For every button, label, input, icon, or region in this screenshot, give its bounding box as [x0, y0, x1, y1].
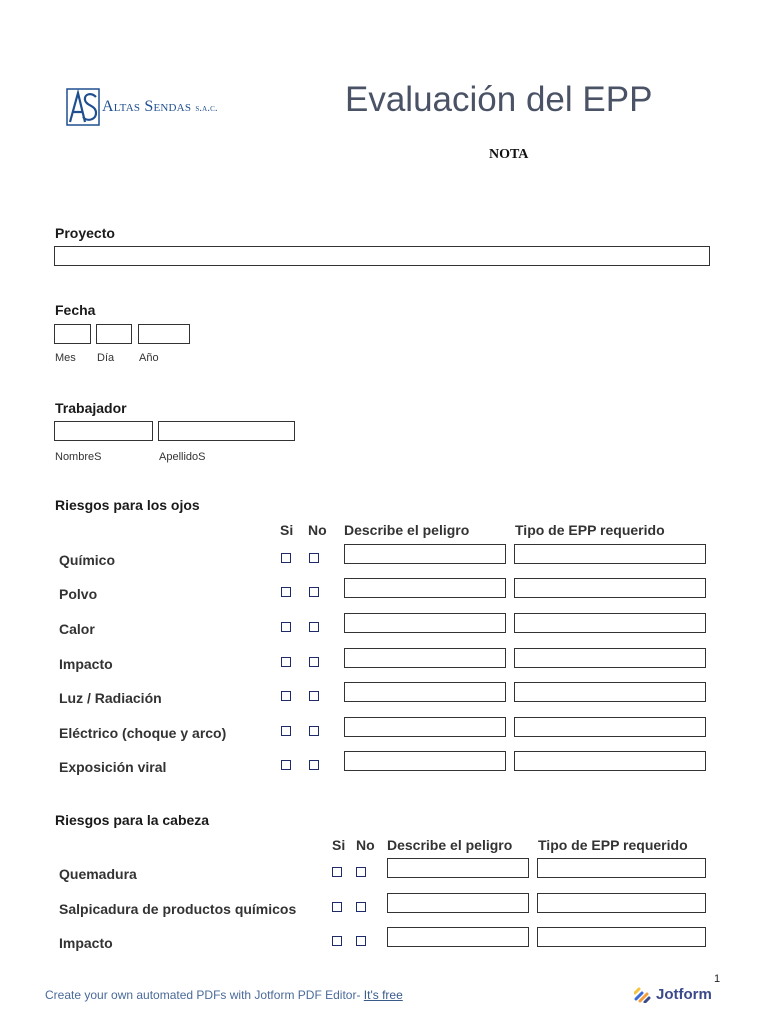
cabeza-col-no: No [356, 837, 375, 853]
describe-peligro-input[interactable] [387, 893, 529, 913]
si-checkbox[interactable] [332, 902, 342, 912]
company-name [102, 98, 218, 116]
cabeza-col-si: Si [332, 837, 346, 853]
jotform-brand[interactable] [634, 986, 724, 1004]
si-checkbox[interactable] [281, 760, 291, 770]
cabeza-col-describe: Describe el peligro [387, 837, 513, 853]
company-name-text: Altas Sendas [102, 98, 192, 115]
row-label: Eléctrico (choque y arco) [59, 725, 227, 741]
row-label: Quemadura [59, 866, 137, 882]
describe-peligro-input[interactable] [344, 682, 506, 702]
tipo-epp-input[interactable] [537, 858, 706, 878]
fecha-dia-sublabel: Día [97, 352, 115, 364]
page-title: Evaluación del EPP [345, 80, 653, 119]
row-label: Polvo [59, 586, 98, 602]
no-checkbox[interactable] [309, 657, 319, 667]
fecha-mes-input[interactable] [54, 324, 91, 344]
footer-promo-text: Create your own automated PDFs with Jotform PDF Editor- [45, 988, 364, 1002]
trabajador-apellido-input[interactable] [158, 421, 295, 441]
no-checkbox[interactable] [309, 553, 319, 563]
footer-free-link[interactable]: It's free [363, 988, 403, 1002]
si-checkbox[interactable] [281, 553, 291, 563]
si-checkbox[interactable] [281, 726, 291, 736]
jotform-brand-text: Jotform [656, 986, 712, 1003]
fecha-label: Fecha [55, 302, 96, 318]
tipo-epp-input[interactable] [514, 751, 706, 771]
tipo-epp-input[interactable] [514, 717, 706, 737]
proyecto-input[interactable] [54, 246, 710, 266]
tipo-epp-input[interactable] [537, 893, 706, 913]
si-checkbox[interactable] [281, 622, 291, 632]
footer-promo [45, 988, 403, 1002]
describe-peligro-input[interactable] [344, 613, 506, 633]
row-label: Salpicadura de productos químicos [59, 901, 297, 917]
cabeza-section-title: Riesgos para la cabeza [55, 812, 210, 828]
no-checkbox[interactable] [356, 867, 366, 877]
describe-peligro-input[interactable] [344, 578, 506, 598]
no-checkbox[interactable] [309, 760, 319, 770]
row-label: Exposición viral [59, 759, 167, 775]
si-checkbox[interactable] [281, 657, 291, 667]
altas-sendas-logo-icon [66, 88, 100, 126]
tipo-epp-input[interactable] [514, 648, 706, 668]
fecha-dia-input[interactable] [96, 324, 132, 344]
ojos-col-describe: Describe el peligro [344, 522, 470, 538]
no-checkbox[interactable] [309, 691, 319, 701]
si-checkbox[interactable] [281, 587, 291, 597]
tipo-epp-input[interactable] [514, 578, 706, 598]
si-checkbox[interactable] [332, 936, 342, 946]
trabajador-apellido-sublabel: ApellidoS [159, 451, 206, 463]
tipo-epp-input[interactable] [514, 613, 706, 633]
page-number: 1 [714, 973, 721, 985]
ojos-col-si: Si [280, 522, 294, 538]
describe-peligro-input[interactable] [344, 648, 506, 668]
describe-peligro-input[interactable] [344, 751, 506, 771]
company-suffix: s.a.c. [195, 103, 218, 114]
cabeza-col-tipo: Tipo de EPP requerido [538, 837, 688, 853]
no-checkbox[interactable] [356, 902, 366, 912]
describe-peligro-input[interactable] [387, 858, 529, 878]
row-label: Calor [59, 621, 95, 637]
fecha-anio-input[interactable] [138, 324, 190, 344]
no-checkbox[interactable] [309, 726, 319, 736]
row-label: Químico [59, 552, 116, 568]
ojos-col-no: No [308, 522, 327, 538]
trabajador-nombre-sublabel: NombreS [55, 451, 102, 463]
ojos-section-title: Riesgos para los ojos [55, 497, 200, 513]
ojos-col-tipo: Tipo de EPP requerido [515, 522, 665, 538]
no-checkbox[interactable] [356, 936, 366, 946]
trabajador-label: Trabajador [55, 400, 127, 416]
row-label: Impacto [59, 935, 113, 951]
company-logo [66, 86, 226, 130]
tipo-epp-input[interactable] [537, 927, 706, 947]
no-checkbox[interactable] [309, 587, 319, 597]
fecha-anio-sublabel: Año [139, 352, 159, 364]
row-label: Impacto [59, 656, 113, 672]
describe-peligro-input[interactable] [344, 544, 506, 564]
fecha-mes-sublabel: Mes [55, 352, 76, 364]
tipo-epp-input[interactable] [514, 682, 706, 702]
describe-peligro-input[interactable] [387, 927, 529, 947]
si-checkbox[interactable] [332, 867, 342, 877]
proyecto-label: Proyecto [55, 225, 115, 241]
nota-label: NOTA [489, 147, 529, 162]
tipo-epp-input[interactable] [514, 544, 706, 564]
jotform-logo-icon [634, 987, 652, 1003]
trabajador-nombre-input[interactable] [54, 421, 153, 441]
si-checkbox[interactable] [281, 691, 291, 701]
describe-peligro-input[interactable] [344, 717, 506, 737]
no-checkbox[interactable] [309, 622, 319, 632]
row-label: Luz / Radiación [59, 690, 162, 706]
